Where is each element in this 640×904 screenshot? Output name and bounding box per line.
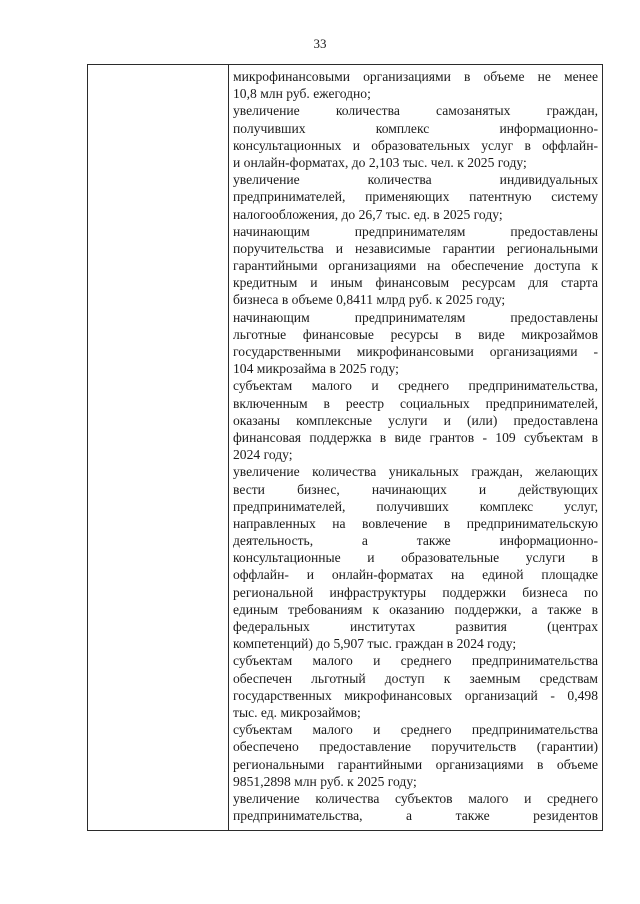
text-line: субъектам малого и среднего предпринимательства (233, 722, 598, 738)
text-line: увеличение количества уникальных граждан, желающих (233, 464, 598, 480)
text-line: финансовая поддержка в виде грантов - 109 субъектам в (233, 429, 598, 445)
text-line: предпринимателей, получивших комплекс услуг, (233, 498, 598, 514)
text-line: 10,8 млн руб. ежегодно; (233, 86, 371, 102)
text-line: оффлайн- и онлайн-форматах на единой площадке (233, 567, 598, 583)
text-line: направленных на вовлечение в предпринимательскую (233, 515, 598, 531)
text-line: тыс. ед. микрозаймов; (233, 704, 361, 720)
text-line: начинающим предпринимателям предоставлены (233, 223, 598, 239)
text-line: консультационных и образовательных услуг в оффлайн- (233, 137, 598, 153)
text-line: микрофинансовыми организациями в объеме не менее (233, 69, 598, 84)
text-line: консультационные и образовательные услуги в (233, 550, 598, 566)
text-line: субъектам малого и среднего предпринимательства, (233, 378, 598, 394)
text-line: и онлайн-форматах, до 2,103 тыс. чел. к 2025 году; (233, 154, 527, 170)
text-line: региональной инфраструктуры поддержки бизнеса по (233, 584, 598, 600)
text-line: включенным в реестр социальных предпринимателей, (233, 395, 598, 411)
text-line: государственных микрофинансовых организаций - 0,498 (233, 687, 598, 703)
text-line: компетенций) до 5,907 тыс. граждан в 2024 году; (233, 636, 517, 652)
text-line: оказаны комплексные услуги и (или) предоставлена (233, 412, 598, 428)
text-line: бизнеса в объеме 0,8411 млрд руб. к 2025 году; (233, 292, 506, 308)
text-line: получивших комплекс информационно- (233, 120, 598, 136)
text-line: обеспечен льготный доступ к заемным средствам (233, 670, 598, 686)
text-line: предпринимателей, применяющих патентную систему (233, 189, 598, 205)
text-line: начинающим предпринимателям предоставлены (233, 309, 598, 325)
text-line: поручительства и независимые гарантии региональными (233, 240, 598, 256)
text-line: федеральных институтах развития (центрах (233, 619, 598, 634)
text-line: гарантийными организациями на обеспечение доступа к (233, 258, 598, 274)
text-line: увеличение количества самозанятых граждан, (233, 103, 598, 119)
page-number: 33 (313, 36, 327, 51)
text-line: обеспечено предоставление поручительств (гарантии) (233, 739, 598, 755)
text-line: региональными гарантийными организациями в объеме (233, 756, 598, 772)
text-line: деятельность, а также информационно- (233, 533, 598, 549)
text-line: субъектам малого и среднего предпринимательства (233, 653, 598, 669)
table-left-cell (88, 65, 229, 830)
text-line: увеличение количества субъектов малого и среднего (233, 790, 598, 806)
text-line: увеличение количества индивидуальных (233, 172, 598, 188)
table-right-cell (229, 65, 602, 830)
document-table (87, 64, 603, 831)
text-line: 2024 году; (233, 447, 293, 463)
text-line: налогообложения, до 26,7 тыс. ед. в 2025 году; (233, 206, 503, 222)
text-line: предпринимательства, а также резидентов (233, 808, 598, 824)
text-line: кредитным и иным финансовым ресурсам для старта (233, 275, 598, 291)
text-line: 9851,2898 млн руб. к 2025 году; (233, 773, 417, 789)
text-line: единым требованиям к оказанию поддержки, а также в (233, 601, 598, 617)
text-line: вести бизнес, начинающих и действующих (233, 481, 598, 497)
text-line: 104 микрозайма в 2025 году; (233, 361, 399, 377)
text-line: льготные финансовые ресурсы в виде микрозаймов (233, 326, 598, 342)
text-line: государственными микрофинансовыми организациями - (233, 344, 598, 359)
